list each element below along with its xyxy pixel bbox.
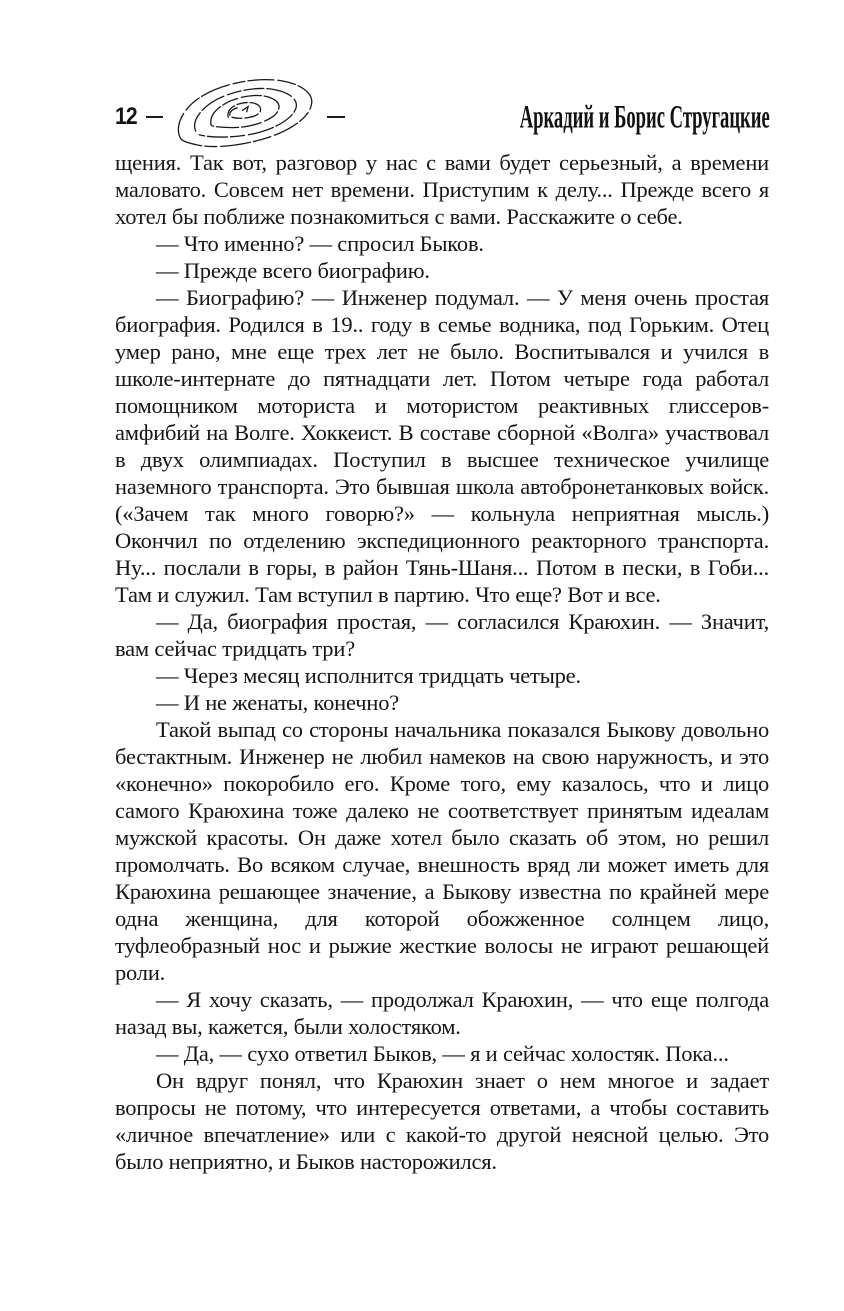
page-text: [115, 149, 769, 1175]
running-title: Аркадий и Борис Стругацкие: [519, 98, 770, 135]
paragraph: Такой выпад со стороны начальника показался Быкову довольно бестактным. Инженер не любил намеков на свою наружность, и это «конечно» покоробило его. Кроме того, ему казалось, что и лицо самого Краюхина тоже далеко не соответствует принятым идеалам мужской красоты. Он даже хотел было сказать об этом, но решил промолчать. Во всяком случае, внешность вряд ли может иметь для Краюхина решающее значение, а Быкову известна по крайней мере одна женщина, для которой обожженное солнцем лицо, туфлеобразный нос и рыжие жесткие волосы не играют решающей роли.: [115, 717, 769, 985]
page-number: 12: [115, 103, 137, 130]
galaxy-spiral-ornament: [169, 77, 321, 151]
page-header: [115, 92, 770, 142]
paragraph: — Да, биография простая, — согласился Краюхин. — Значит, вам сейчас тридцать три?: [115, 609, 769, 661]
paragraph: — И не женаты, конечно?: [156, 690, 400, 715]
paragraph: щения. Так вот, разговор у нас с вами будет серьезный, а времени маловато. Совсем нет времени. Приступим к делу... Прежде всего я хотел бы поближе познакомиться с вами. Расскажите о себе.: [115, 150, 769, 229]
paragraph: — Биографию? — Инженер подумал. — У меня очень простая биография. Родился в 19.. году в семье водника, под Горьким. Отец умер рано, мне еще трех лет не было. Воспитывался и учился в школе-интернате до пятнадцати лет. Потом четыре года работал помощником моториста и мотористом реактивных глиссеров-амфибий на Волге. Хоккеист. В составе сборной «Волга» участвовал в двух олимпиадах. Поступил в высшее техническое училище наземного транспорта. Это бывшая школа автобронетанковых войск. («Зачем так много говорю?» — кольнула неприятная мысль.) Окончил по отделению экспедиционного реакторного транспорта. Ну... послали в горы, в район Тянь-Шаня... Потом в пески, в Гоби... Там и служил. Там вступил в партию. Что еще? Вот и все.: [115, 285, 769, 607]
header-rule-left: [146, 116, 164, 118]
paragraph: — Да, — сухо ответил Быков, — я и сейчас холостяк. Пока...: [156, 1041, 729, 1066]
paragraph: — Я хочу сказать, — продолжал Краюхин, — что еще полгода назад вы, кажется, были холостяком.: [115, 987, 769, 1039]
header-rule-right: [327, 116, 345, 118]
paragraph: — Прежде всего биографию.: [156, 258, 430, 283]
paragraph: — Через месяц исполнится тридцать четыре.: [156, 663, 581, 688]
paragraph: — Что именно? — спросил Быков.: [156, 231, 484, 256]
paragraph: Он вдруг понял, что Краюхин знает о нем многое и задает вопросы не потому, что интересуется ответами, а чтобы составить «личное впечатление» или с какой-то другой неясной целью. Это было неприятно, и Быков насторожился.: [115, 1068, 769, 1174]
